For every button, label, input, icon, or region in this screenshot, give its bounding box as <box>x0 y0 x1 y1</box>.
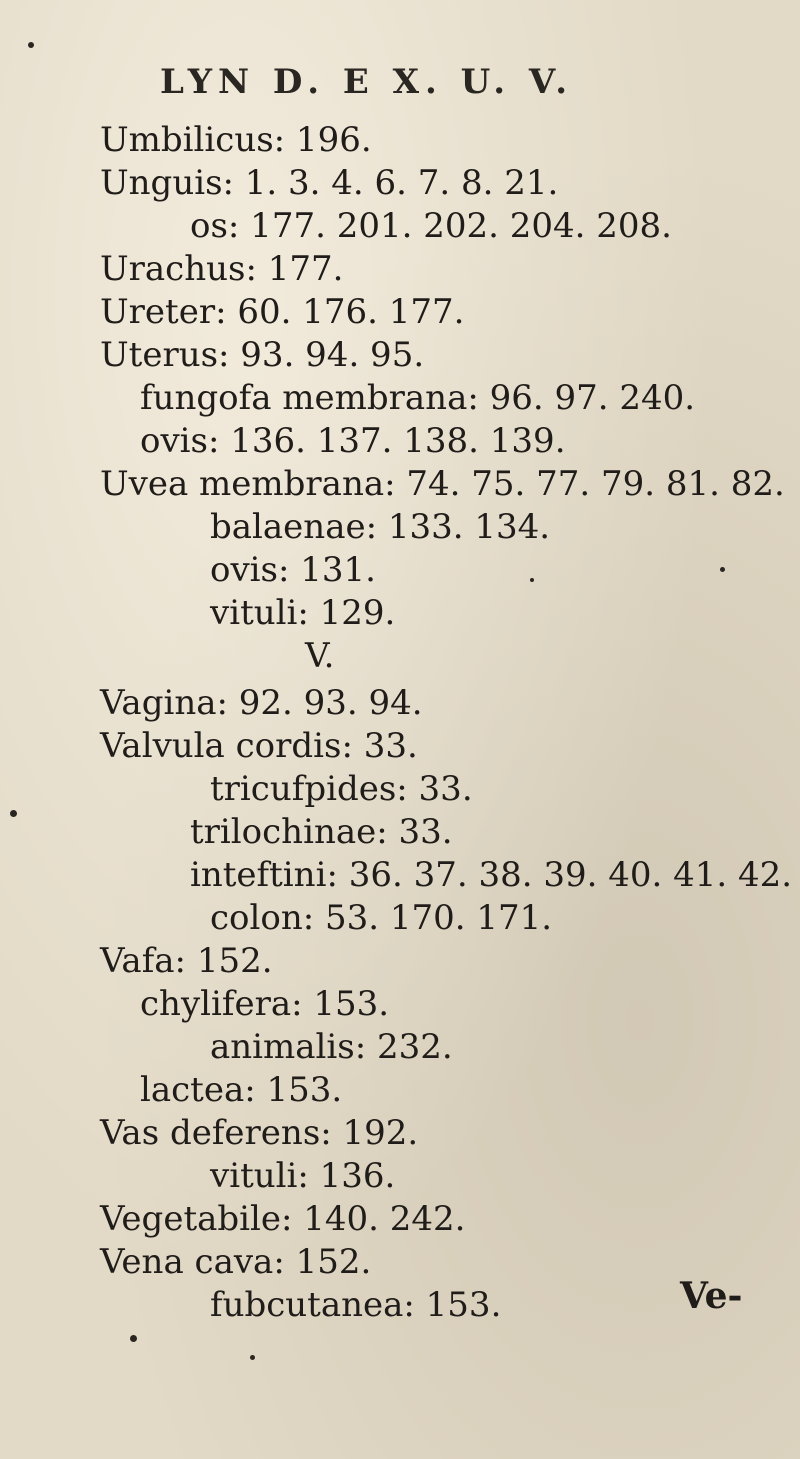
ink-speck <box>250 1355 255 1360</box>
index-entry: Vas deferens: 192. <box>100 1113 419 1153</box>
section-letter: V. <box>305 636 335 676</box>
index-entry: ovis: 131. <box>210 550 376 590</box>
index-entry: trilochinae: 33. <box>190 812 453 852</box>
index-entry: Vegetabile: 140. 242. <box>100 1199 466 1239</box>
index-entry: vituli: 129. <box>210 593 396 633</box>
index-entry: Vena cava: 152. <box>100 1242 372 1282</box>
index-entry: tricufpides: 33. <box>210 769 473 809</box>
index-entry: os: 177. 201. 202. 204. 208. <box>190 206 672 246</box>
index-entry: chylifera: 153. <box>140 984 390 1024</box>
index-entry: ovis: 136. 137. 138. 139. <box>140 421 566 461</box>
ink-speck <box>28 42 34 48</box>
index-entry: Urachus: 177. <box>100 249 344 289</box>
index-entry: Unguis: 1. 3. 4. 6. 7. 8. 21. <box>100 163 559 203</box>
index-entry: balaenae: 133. 134. <box>210 507 551 547</box>
index-entry: fubcutanea: 153. <box>210 1285 502 1325</box>
index-entry: lactea: 153. <box>140 1070 343 1110</box>
index-entry: Uvea membrana: 74. 75. 77. 79. 81. 82. <box>100 464 785 504</box>
index-entry: Uterus: 93. 94. 95. <box>100 335 425 375</box>
catchword: Ve- <box>680 1275 743 1317</box>
index-entry: Vagina: 92. 93. 94. <box>100 683 423 723</box>
ink-speck <box>530 578 534 582</box>
ink-speck <box>130 1335 137 1342</box>
running-header: LYN D. E X. U. V. <box>160 62 574 102</box>
index-entry: colon: 53. 170. 171. <box>210 898 553 938</box>
index-entry: Ureter: 60. 176. 177. <box>100 292 465 332</box>
index-entry: fungofa membrana: 96. 97. 240. <box>140 378 696 418</box>
index-entry: Valvula cordis: 33. <box>100 726 418 766</box>
index-entry: animalis: 232. <box>210 1027 453 1067</box>
ink-speck <box>720 567 725 572</box>
ink-speck <box>10 810 17 817</box>
index-entry: Vafa: 152. <box>100 941 273 981</box>
index-entry: vituli: 136. <box>210 1156 396 1196</box>
index-entry: Umbilicus: 196. <box>100 120 372 160</box>
index-entry: inteftini: 36. 37. 38. 39. 40. 41. 42. <box>190 855 793 895</box>
